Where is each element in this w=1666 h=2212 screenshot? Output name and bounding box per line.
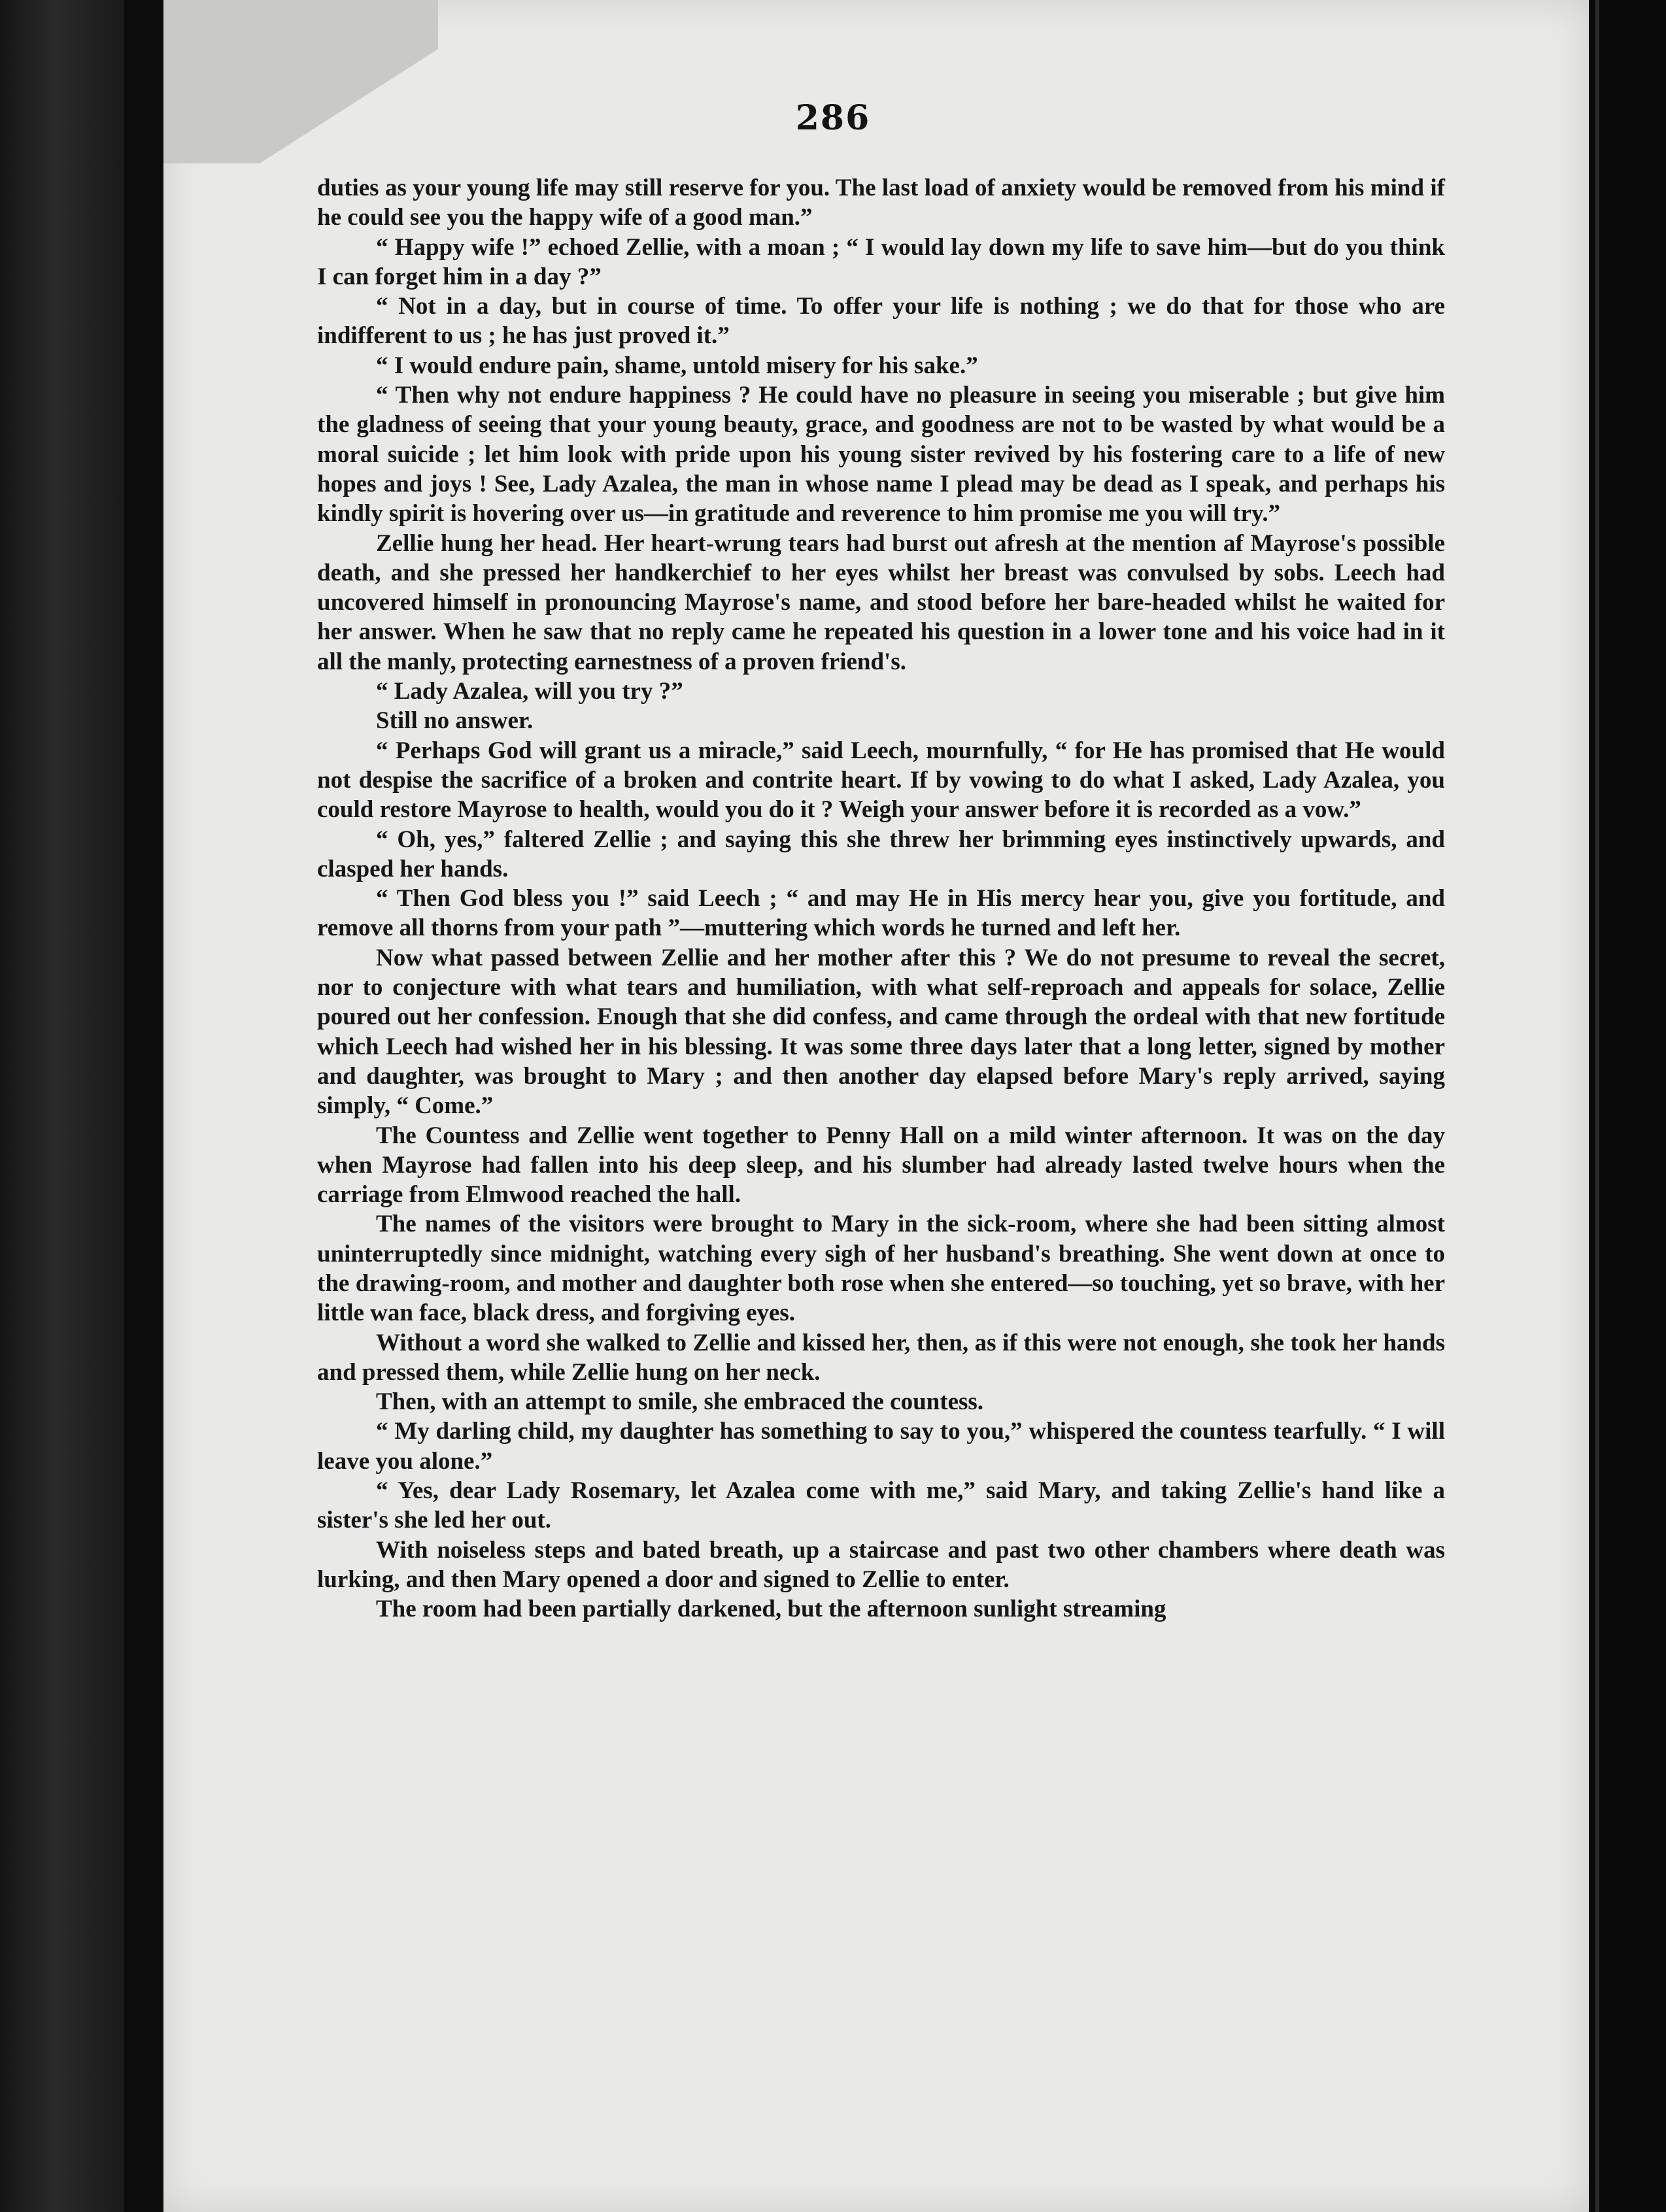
body-text [317,173,1445,1624]
paragraph: “ My darling child, my daughter has something to say to you,” whispered the countess tearfully. “ I will leave you alone.” [317,1418,1445,1475]
paragraph: “ Then why not endure happiness ? He could have no pleasure in seeing you miserable ; but give him the gladness of seeing that your young beauty, grace, and goodness are not to be wasted by what would be a moral suicide ; let him look with pride upon his young sister revived by his fostering care to a life of new hopes and joys ! See, Lady Azalea, the man in whose name I plead may be dead as I speak, and perhaps his kindly spirit is hovering over us—in gratitude and reverence to him promise me you will try.” [317,382,1445,528]
right-margin-dark [1589,0,1666,2212]
paragraph: The room had been partially darkened, but the afternoon sunlight streaming [376,1596,1166,1623]
paragraph: Without a word she walked to Zellie and kissed her, then, as if this were not enough, she took her hands and pressed them, while Zellie hung on her neck. [317,1329,1445,1386]
paragraph: Zellie hung her head. Her heart-wrung tears had burst out afresh at the mention af Mayrose's possible death, and she pressed her handkerchief to her eyes whilst her breast was convulsed by sobs. Leech had uncovered himself in pronouncing Mayrose's name, and stood before her bare-headed whilst he waited for her answer. When he saw that no reply came he repeated his question in a lower tone and his voice had in it all the manly, protecting earnestness of a proven friend's. [317,529,1445,675]
paragraph: “ I would endure pain, shame, untold misery for his sake.” [376,352,978,379]
paragraph: With noiseless steps and bated breath, up a staircase and past two other chambers where death was lurking, and then Mary opened a door and signed to Zellie to enter. [317,1536,1445,1593]
paragraph: “ Not in a day, but in course of time. To offer your life is nothing ; we do that for those who are indifferent to us ; he has just proved it.” [317,293,1445,350]
paragraph: The Countess and Zellie went together to Penny Hall on a mild winter afternoon. It was on the day when Mayrose had fallen into his deep sleep, and his slumber had already lasted twelve hours when the carriage from Elmwood reached the hall. [317,1122,1445,1209]
paragraph: “ Happy wife !” echoed Zellie, with a moan ; “ I would lay down my life to save him—but do you think I can forget him in a day ?” [317,233,1445,290]
paragraph: “ Perhaps God will grant us a miracle,” said Leech, mournfully, “ for He has promised that He would not despise the sacrifice of a broken and contrite heart. If by vowing to do what I asked, Lady Azalea, you could restore Mayrose to health, would you do it ? Weigh your answer before it is recorded as a vow.” [317,737,1445,824]
paragraph: The names of the visitors were brought to Mary in the sick-room, where she had been sitting almost uninterruptedly since midnight, watching every sigh of her husband's breathing. She went down at once to the drawing-room, and mother and daughter both rose when she entered—so touching, yet so brave, with her little wan face, black dress, and forgiving eyes. [317,1211,1445,1327]
page-number: 286 [795,98,871,138]
paragraph: Still no answer. [376,707,534,735]
paragraph: “ Lady Azalea, will you try ?” [376,678,683,705]
paragraph: Now what passed between Zellie and her mother after this ? We do not presume to reveal the secret, nor to conjecture with what tears and humiliation, with what self-reproach and appeals for solace, Zellie poured out her confession. Enough that she did confess, and came through the ordeal with that new fortitude which Leech had wished her in his blessing. It was some three days later that a long letter, signed by mother and daughter, was brought to Mary ; and then another day elapsed before Mary's reply arrived, saying simply, “ Come.” [317,944,1445,1120]
paragraph: “ Then God bless you !” said Leech ; “ and may He in His mercy hear you, give you fortitude, and remove all thorns from your path ”—muttering which words he turned and left her. [317,885,1445,942]
paragraph: Then, with an attempt to smile, she embraced the countess. [376,1388,984,1416]
paragraph: “ Yes, dear Lady Rosemary, let Azalea come with me,” said Mary, and taking Zellie's hand like a sister's she led her out. [317,1477,1445,1534]
paragraph: duties as your young life may still reserve for you. The last load of anxiety would be removed from his mind if he could see you the happy wife of a good man.” [317,175,1445,231]
right-page-edge [1595,0,1599,2212]
binding-shadow [0,0,124,2212]
paragraph: “ Oh, yes,” faltered Zellie ; and saying this she threw her brimming eyes instinctively upwards, and clasped her hands. [317,826,1445,882]
